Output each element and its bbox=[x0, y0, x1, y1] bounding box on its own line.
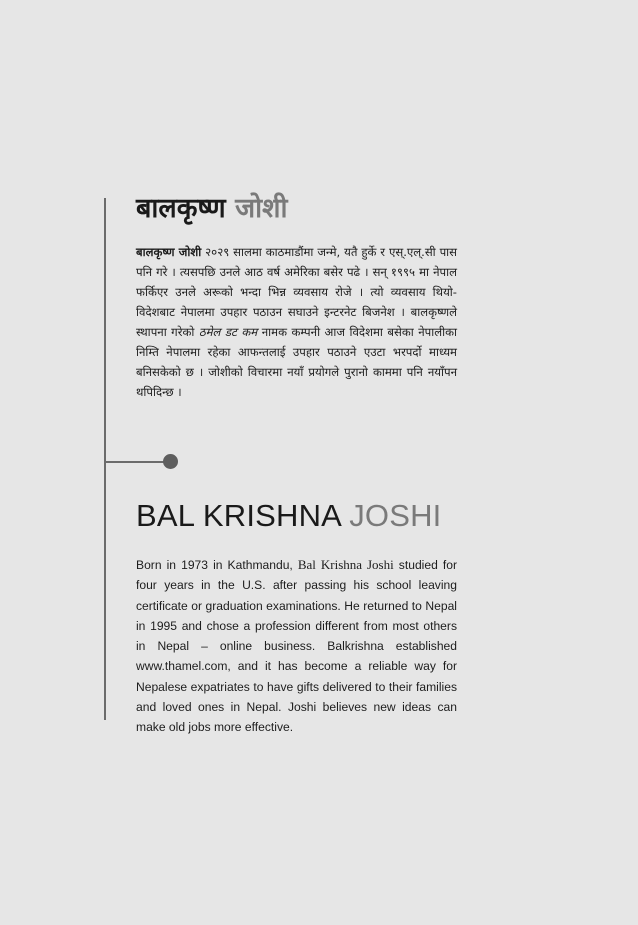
nepali-body-text-1: २०२९ सालमा काठमाडौंमा जन्मे, यतै हुर्के र एस्.एल्.सी पास पनि गरे । त्यसपछि उनले आठ वर्ष अमेरिका बसेर पढे । सन् १९९५ मा नेपाल फर्किएर उनले अरूको भन्दा भिन्न व्यवसाय रोजे । त्यो व्यवसाय थियो- विदेशबाट नेपालमा उपहार पठाउन सघाउने इन्टरनेट बिजनेश । बालकृष्णले स्थापना गरेको bbox=[136, 245, 458, 339]
english-title bbox=[136, 498, 441, 534]
english-body-text-2: studied for four years in the U.S. after passing his school leaving certificate or graduation examinations. He returned to Nepal in 1995 and chose a profession different from most others in Nepal – online business. Balkrishna established www.thamel.com, and it has become a reliable way for Nepalese expatriates to have gifts delivered to their families and loved ones in Nepal. Joshi believes new ideas can make old jobs more effective. bbox=[136, 558, 457, 735]
nepali-company-name: ठमेल डट कम bbox=[198, 325, 258, 339]
english-title-surname: JOSHI bbox=[349, 498, 442, 533]
nepali-title-surname: जोशी bbox=[235, 193, 288, 224]
english-body-text-1: Born in 1973 in Kathmandu, bbox=[136, 558, 298, 572]
english-body-name: Bal Krishna Joshi bbox=[297, 557, 394, 572]
rule-dot bbox=[163, 454, 178, 469]
nepali-body-text-2: नामक कम्पनी आज विदेशमा बसेका नेपालीका निम्ति नेपालमा रहेका आफन्तलाई उपहार पठाउने एउटा भरपर्दो माध्यम बनिसकेको छ । जोशीको विचारमा नयाँ प्रयोगले पुरानो काममा पनि नयाँपन थपिदिन्छ । bbox=[136, 325, 457, 399]
nepali-body-name: बालकृष्ण जोशी bbox=[136, 245, 202, 259]
english-title-first-name: BAL KRISHNA bbox=[136, 498, 341, 533]
horizontal-rule bbox=[104, 461, 168, 463]
nepali-paragraph bbox=[136, 242, 457, 402]
vertical-rule bbox=[104, 198, 106, 720]
english-paragraph bbox=[136, 555, 457, 738]
nepali-title bbox=[136, 188, 287, 225]
nepali-title-first-name: बालकृष्ण bbox=[136, 193, 226, 224]
